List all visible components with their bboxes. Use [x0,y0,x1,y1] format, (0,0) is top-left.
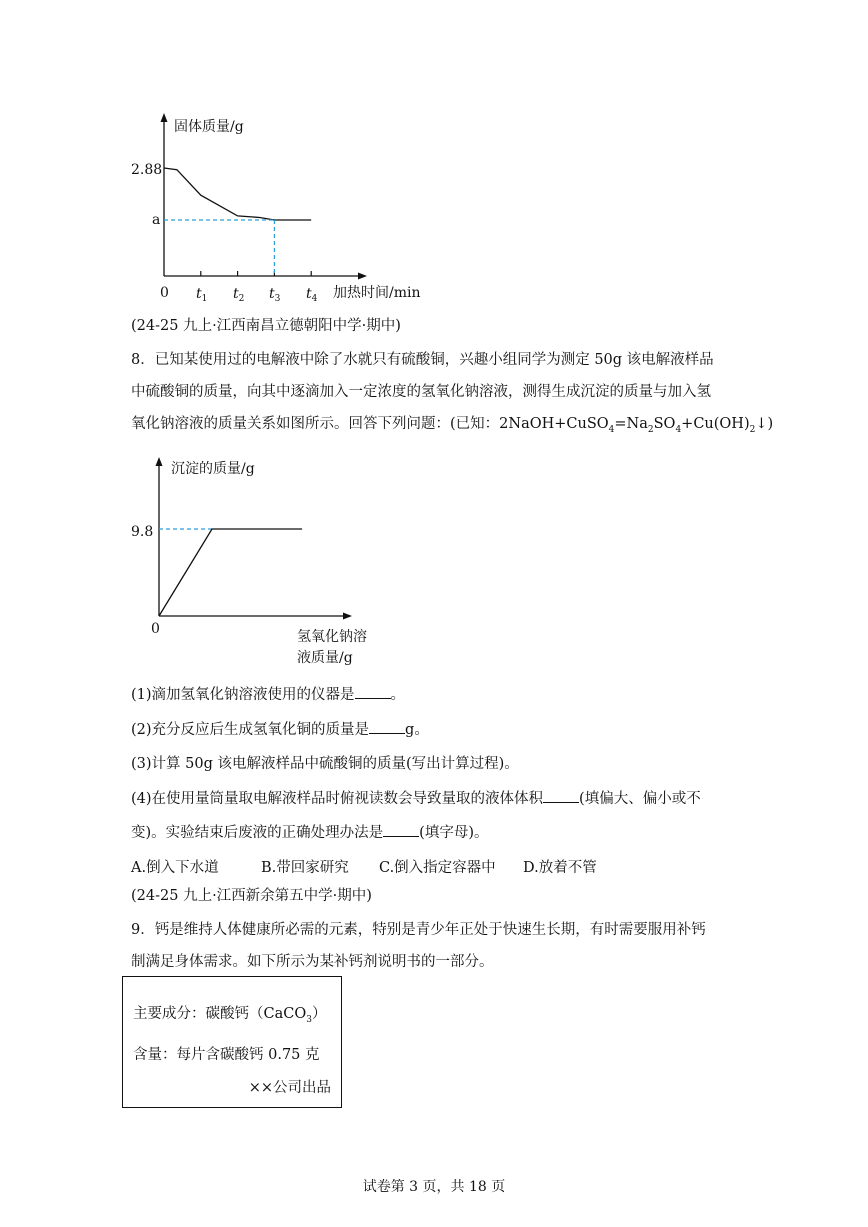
option-d[interactable]: D.放着不管 [523,859,597,876]
q8-line-1: 8．已知某使用过的电解液中除了水就只有硫酸铜，兴趣小组同学为测定 50g 该电解液样品 [131,352,714,368]
question-source-2: (24-25 九上·江西新余第五中学·期中) [131,888,372,904]
option-c[interactable]: C.倒入指定容器中 [379,859,496,876]
options-row [131,851,741,886]
q8-line-3: 氧化钠溶液的质量关系如图所示。回答下列问题：(已知：$2NaOH+CuSO_4=Na_2SO_4+Cu(OH)_2↓$) [131,416,774,435]
chart1-x-tick-t2: $t_2$ [233,286,245,304]
chart1-y-tick-2.88: 2.88 [131,162,163,178]
chart2-series-line [159,529,302,616]
sub-question-1: (1)滴加氢氧化钠溶液使用的仪器是 。 [131,678,741,713]
chart2-x-arrow [343,613,352,620]
chart1-x-ticks [201,271,311,276]
chart2-y-tick-9.8: 9.8 [131,524,154,540]
label-content: 含量：每片含碳酸钙 0.75 克 [133,1047,320,1063]
chart1-x-label: 加热时间/min [333,285,421,301]
chart1-x-tick-t3: $t_3$ [269,286,281,304]
chart2-y-label: 沉淀的质量/g [171,461,255,477]
label-manufacturer: ××公司出品 [248,1080,331,1096]
label-ingredient: 主要成分：碳酸钙（CaCO$_3$） [133,1006,327,1025]
q9-line-1: 9．钙是维持人体健康所必需的元素，特别是青少年正处于快速生长期，有时需要服用补钙 [131,922,706,938]
option-b[interactable]: B.带回家研究 [261,859,349,876]
chart1-y-tick-a: a [152,212,161,228]
chart2-x-label-line2: 液质量/g [297,650,353,666]
sub-question-3: (3)计算 50g 该电解液样品中硫酸铜的质量(写出计算过程)。 [131,756,519,772]
answer-blank-3[interactable] [543,788,579,803]
chart1-x-tick-t4: $t_4$ [306,286,318,304]
question-8-stem [131,344,774,446]
answer-blank-2[interactable] [369,719,405,734]
answer-blank-1[interactable] [355,684,391,699]
chart-precipitate-mass [120,450,400,670]
chart2-y-arrow [156,457,163,466]
sub-question-2: (2)充分反应后生成氢氧化铜的质量是 g。 [131,713,741,748]
page-footer: 试卷第 3 页，共 18 页 [362,1179,506,1195]
sub-question-4-line2: 变)。实验结束后废液的正确处理办法是 (填字母)。 [131,816,741,851]
sub-question-4-line1: (4)在使用量筒量取电解液样品时俯视读数会导致量取的液体体积 (填偏大、偏小或不 [131,782,741,817]
chart2-origin-label: 0 [151,621,160,637]
chart-solid-mass-vs-time [120,108,440,308]
chart2-x-label-line1: 氢氧化钠溶 [297,629,367,645]
sub-questions [131,678,741,885]
answer-blank-4[interactable] [383,822,419,837]
question-9-stem [131,914,741,978]
q9-line-2: 制满足身体需求。如下所示为某补钙剂说明书的一部分。 [131,954,494,970]
chart1-y-label: 固体质量/g [174,119,244,135]
supplement-label-box [122,976,342,1108]
q8-line-2: 中硫酸铜的质量，向其中逐滴加入一定浓度的氢氧化钠溶液，测得生成沉淀的质量与加入氢 [131,384,711,400]
chart1-origin-label: 0 [160,285,169,301]
chart1-series-line [164,168,311,220]
question-source-1: (24-25 九上·江西南昌立德朝阳中学·期中) [131,318,401,334]
chart1-y-arrow [161,113,168,122]
chart1-x-arrow [358,273,367,280]
chart1-x-tick-t1: $t_1$ [196,286,208,304]
option-a[interactable]: A.倒入下水道 [131,859,219,876]
